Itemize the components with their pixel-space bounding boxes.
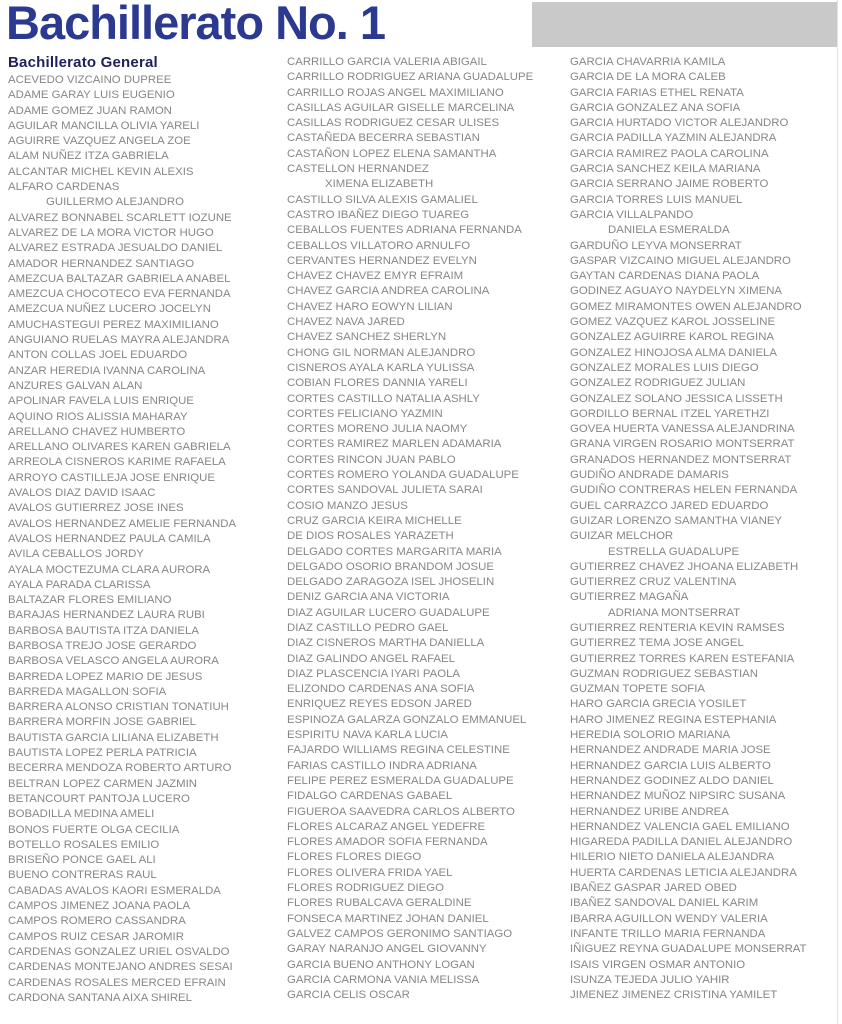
- list-item: GONZALEZ RODRIGUEZ JULIAN: [570, 377, 746, 390]
- list-item: CORTES CASTILLO NATALIA ASHLY: [287, 392, 480, 405]
- list-item: ANZAR HEREDIA IVANNA CAROLINA: [8, 364, 206, 377]
- list-item: BELTRAN LOPEZ CARMEN JAZMIN: [8, 777, 198, 790]
- list-item: ADAME GARAY LUIS EUGENIO: [8, 89, 175, 102]
- list-item: ISAIS VIRGEN OSMAR ANTONIO: [570, 958, 746, 971]
- list-item: GARCIA RAMIREZ PAOLA CAROLINA: [570, 147, 769, 160]
- list-item: GODINEZ AGUAYO NAYDELYN XIMENA: [570, 285, 783, 298]
- list-item: BARRERA MORFIN JOSE GABRIEL: [8, 716, 196, 729]
- list-item: HERNANDEZ VALENCIA GAEL EMILIANO: [570, 820, 790, 833]
- list-item: GARCIA DE LA MORA CALEB: [570, 71, 726, 84]
- list-item: GUZMAN TOPETE SOFIA: [570, 683, 706, 696]
- list-item: CAMPOS RUIZ CESAR JAROMIR: [8, 930, 184, 943]
- list-item: ALCANTAR MICHEL KEVIN ALEXIS: [8, 165, 194, 178]
- list-item: CARRILLO ROJAS ANGEL MAXIMILIANO: [287, 86, 504, 99]
- list-item: FLORES OLIVERA FRIDA YAEL: [287, 866, 453, 879]
- list-item: ARELLANO OLIVARES KAREN GABRIELA: [8, 441, 231, 454]
- list-item: CARDENAS ROSALES MERCED EFRAIN: [8, 976, 226, 989]
- list-item: AGUIRRE VAZQUEZ ANGELA ZOE: [8, 135, 191, 148]
- list-item: BARREDA LOPEZ MARIO DE JESUS: [8, 670, 203, 683]
- list-item: DE DIOS ROSALES YARAZETH: [287, 530, 454, 543]
- list-item: FAJARDO WILLIAMS REGINA CELESTINE: [287, 744, 510, 757]
- list-item: GUTIERREZ TORRES KAREN ESTEFANIA: [570, 652, 795, 665]
- names-column-3: [570, 55, 838, 1003]
- list-item: DIAZ AGUILAR LUCERO GUADALUPE: [287, 606, 490, 619]
- list-item: IBAÑEZ GASPAR JARED OBED: [570, 882, 737, 895]
- list-item: GARCIA FARIAS ETHEL RENATA: [570, 86, 744, 99]
- list-item: GORDILLO BERNAL ITZEL YARETHZI: [570, 407, 770, 420]
- list-item: AVALOS GUTIERREZ JOSE INES: [8, 502, 184, 515]
- list-item: FLORES ALCARAZ ANGEL YEDEFRE: [287, 820, 486, 833]
- list-item: BOBADILLA MEDINA AMELI: [8, 808, 155, 821]
- list-item: GARCIA PADILLA YAZMIN ALEJANDRA: [570, 132, 777, 145]
- list-item: AMEZCUA CHOCOTECO EVA FERNANDA: [8, 288, 231, 301]
- list-item: GARCIA CARMONA VANIA MELISSA: [287, 973, 480, 986]
- list-item: HERNANDEZ ANDRADE MARIA JOSE: [570, 744, 771, 757]
- list-item: BARREDA MAGALLON SOFIA: [8, 685, 167, 698]
- list-item: GUDIÑO ANDRADE DAMARIS: [570, 469, 729, 482]
- list-item: GUTIERREZ CRUZ VALENTINA: [570, 576, 737, 589]
- list-item: ANTON COLLAS JOEL EDUARDO: [8, 349, 188, 362]
- list-item: CARDENAS MONTEJANO ANDRES SESAI: [8, 961, 233, 974]
- list-item: GARCIA BUENO ANTHONY LOGAN: [287, 958, 475, 971]
- names-column-1: [8, 55, 285, 1006]
- list-item: ESTRELLA GUADALUPE: [608, 545, 740, 558]
- list-item: JIMENEZ JIMENEZ CRISTINA YAMILET: [570, 989, 778, 1002]
- list-item: BOTELLO ROSALES EMILIO: [8, 838, 160, 851]
- list-item: ACEVEDO VIZCAINO DUPREE: [8, 74, 172, 86]
- list-item: HERNANDEZ URIBE ANDREA: [570, 805, 729, 818]
- list-item: GARCIA TORRES LUIS MANUEL: [570, 193, 743, 206]
- list-item: GARCIA SERRANO JAIME ROBERTO: [570, 178, 769, 191]
- list-item: CABADAS AVALOS KAORI ESMERALDA: [8, 884, 221, 897]
- list-item: CASTELLON HERNANDEZ: [287, 163, 429, 176]
- list-item: HILERIO NIETO DANIELA ALEJANDRA: [570, 851, 775, 864]
- list-item: CHAVEZ CHAVEZ EMYR EFRAIM: [287, 270, 464, 283]
- list-item: GOMEZ VAZQUEZ KAROL JOSSELINE: [570, 316, 776, 329]
- list-item: ELIZONDO CARDENAS ANA SOFIA: [287, 683, 475, 696]
- list-item: CASTRO IBAÑEZ DIEGO TUAREG: [287, 208, 470, 221]
- list-item: ALVAREZ ESTRADA JESUALDO DANIEL: [8, 242, 223, 255]
- names-list-3: [570, 55, 838, 1003]
- list-item: AVALOS HERNANDEZ AMELIE FERNANDA: [8, 517, 237, 530]
- list-item: GUIZAR LORENZO SAMANTHA VIANEY: [570, 514, 783, 527]
- list-item: DIAZ CASTILLO PEDRO GAEL: [287, 621, 449, 634]
- list-item: APOLINAR FAVELA LUIS ENRIQUE: [8, 395, 194, 408]
- list-item: GUEL CARRAZCO JARED EDUARDO: [570, 499, 769, 512]
- list-item: GUTIERREZ RENTERIA KEVIN RAMSES: [570, 621, 785, 634]
- list-item: DIAZ GALINDO ANGEL RAFAEL: [287, 652, 455, 665]
- list-item: ISUNZA TEJEDA JULIO YAHIR: [570, 973, 730, 986]
- list-item: GUIZAR MELCHOR: [570, 530, 674, 543]
- list-item: AMEZCUA BALTAZAR GABRIELA ANABEL: [8, 272, 231, 285]
- list-item: FONSECA MARTINEZ JOHAN DANIEL: [287, 912, 489, 925]
- list-item: GARDUÑO LEYVA MONSERRAT: [570, 239, 742, 252]
- list-item: CASILLAS RODRIGUEZ CESAR ULISES: [287, 117, 500, 130]
- list-item: ESPINOZA GALARZA GONZALO EMMANUEL: [287, 713, 527, 726]
- redacted-gray-box: [532, 2, 838, 47]
- list-item: CARDENAS GONZALEZ URIEL OSVALDO: [8, 945, 230, 958]
- list-item: BALTAZAR FLORES EMILIANO: [8, 594, 172, 607]
- list-item: COSIO MANZO JESUS: [287, 499, 408, 512]
- list-item: GUTIERREZ TEMA JOSE ANGEL: [570, 637, 744, 650]
- list-item: INFANTE TRILLO MARIA FERNANDA: [570, 927, 766, 940]
- list-item: AVALOS HERNANDEZ PAULA CAMILA: [8, 532, 211, 545]
- list-item: CHAVEZ GARCIA ANDREA CAROLINA: [287, 285, 490, 298]
- list-item: FARIAS CASTILLO INDRA ADRIANA: [287, 759, 477, 772]
- list-item: ANZURES GALVAN ALAN: [8, 379, 143, 392]
- list-item: FIDALGO CARDENAS GABAEL: [287, 790, 453, 803]
- list-item: GUZMAN RODRIGUEZ SEBASTIAN: [570, 667, 758, 680]
- list-item: AMUCHASTEGUI PEREZ MAXIMILIANO: [8, 318, 219, 331]
- list-item: ALVAREZ DE LA MORA VICTOR HUGO: [8, 226, 214, 239]
- list-item: BARRERA ALONSO CRISTIAN TONATIUH: [8, 701, 229, 714]
- list-item: GARCIA CELIS OSCAR: [287, 989, 410, 1002]
- list-item: AMADOR HERNANDEZ SANTIAGO: [8, 257, 195, 270]
- list-item: BONOS FUERTE OLGA CECILIA: [8, 823, 180, 836]
- list-item: GARCIA HURTADO VICTOR ALEJANDRO: [570, 117, 789, 130]
- list-item: CARRILLO GARCIA VALERIA ABIGAIL: [287, 56, 487, 68]
- list-item: DIAZ PLASCENCIA IYARI PAOLA: [287, 667, 461, 680]
- list-item: ADAME GOMEZ JUAN RAMON: [8, 104, 172, 117]
- list-item: CRUZ GARCIA KEIRA MICHELLE: [287, 514, 462, 527]
- list-item: GAYTAN CARDENAS DIANA PAOLA: [570, 270, 760, 283]
- list-item: AYALA PARADA CLARISSA: [8, 578, 151, 591]
- list-item: BAUTISTA GARCIA LILIANA ELIZABETH: [8, 731, 219, 744]
- list-item: GARCIA SANCHEZ KEILA MARIANA: [570, 163, 761, 176]
- list-item: HIGAREDA PADILLA DANIEL ALEJANDRO: [570, 836, 793, 849]
- list-item: FLORES RODRIGUEZ DIEGO: [287, 882, 444, 895]
- list-item: IÑIGUEZ REYNA GUADALUPE MONSERRAT: [570, 943, 807, 956]
- list-item: BECERRA MENDOZA ROBERTO ARTURO: [8, 762, 232, 775]
- list-item: CHAVEZ HARO EOWYN LILIAN: [287, 300, 453, 313]
- list-item: FLORES AMADOR SOFIA FERNANDA: [287, 836, 488, 849]
- list-item: AVILA CEBALLOS JORDY: [8, 548, 144, 561]
- list-item: FLORES FLORES DIEGO: [287, 851, 422, 864]
- list-item: ARROYO CASTILLEJA JOSE ENRIQUE: [8, 471, 215, 484]
- list-item: CASTAÑEDA BECERRA SEBASTIAN: [287, 132, 480, 145]
- list-item: CHAVEZ NAVA JARED: [287, 316, 405, 329]
- list-item: HARO JIMENEZ REGINA ESTEPHANIA: [570, 713, 777, 726]
- list-item: GONZALEZ SOLANO JESSICA LISSETH: [570, 392, 783, 405]
- list-item: GARCIA GONZALEZ ANA SOFIA: [570, 101, 741, 114]
- list-item: AVALOS DIAZ DAVID ISAAC: [8, 487, 156, 500]
- list-item: HERNANDEZ MUÑOZ NIPSIRC SUSANA: [570, 790, 786, 803]
- list-item: HERNANDEZ GARCIA LUIS ALBERTO: [570, 759, 771, 772]
- list-item: CAMPOS ROMERO CASSANDRA: [8, 915, 186, 928]
- list-item: AMEZCUA NUÑEZ LUCERO JOCELYN: [8, 303, 211, 316]
- list-item: BAUTISTA LOPEZ PERLA PATRICIA: [8, 747, 197, 760]
- list-item: ENRIQUEZ REYES EDSON JARED: [287, 698, 472, 711]
- list-item: FIGUEROA SAAVEDRA CARLOS ALBERTO: [287, 805, 515, 818]
- list-item: CORTES RAMIREZ MARLEN ADAMARIA: [287, 438, 502, 451]
- list-item: DENIZ GARCIA ANA VICTORIA: [287, 591, 450, 604]
- list-item: DIAZ CISNEROS MARTHA DANIELLA: [287, 637, 485, 650]
- list-item: DANIELA ESMERALDA: [608, 224, 730, 237]
- list-item: FELIPE PEREZ ESMERALDA GUADALUPE: [287, 774, 514, 787]
- list-item: BARBOSA VELASCO ANGELA AURORA: [8, 655, 219, 668]
- list-item: ADRIANA MONTSERRAT: [608, 606, 741, 619]
- list-item: GALVEZ CAMPOS GERONIMO SANTIAGO: [287, 927, 513, 940]
- list-item: CASILLAS AGUILAR GISELLE MARCELINA: [287, 101, 515, 114]
- list-item: GARCIA CHAVARRIA KAMILA: [570, 56, 726, 68]
- list-item: GONZALEZ AGUIRRE KAROL REGINA: [570, 331, 775, 344]
- list-item: CERVANTES HERNANDEZ EVELYN: [287, 254, 477, 267]
- list-item: GARAY NARANJO ANGEL GIOVANNY: [287, 943, 487, 956]
- names-list-1: [8, 73, 285, 1006]
- page-title: Bachillerato No. 1: [6, 0, 385, 49]
- list-item: GOVEA HUERTA VANESSA ALEJANDRINA: [570, 423, 795, 436]
- list-item: ESPIRITU NAVA KARLA LUCIA: [287, 729, 448, 742]
- list-item: GONZALEZ MORALES LUIS DIEGO: [570, 361, 759, 374]
- list-item: CARDONA SANTANA AIXA SHIREL: [8, 991, 192, 1004]
- list-item: HUERTA CARDENAS LETICIA ALEJANDRA: [570, 866, 797, 879]
- list-item: CORTES MORENO JULIA NAOMY: [287, 423, 468, 436]
- list-item: CORTES RINCON JUAN PABLO: [287, 453, 456, 466]
- list-item: AYALA MOCTEZUMA CLARA AURORA: [8, 563, 211, 576]
- list-item: CHONG GIL NORMAN ALEJANDRO: [287, 346, 476, 359]
- list-item: GONZALEZ HINOJOSA ALMA DANIELA: [570, 346, 777, 359]
- names-list-2: [287, 55, 568, 1003]
- list-item: ARREOLA CISNEROS KARIME RAFAELA: [8, 456, 226, 469]
- list-item: DELGADO ZARAGOZA ISEL JHOSELIN: [287, 576, 495, 589]
- list-item: BUENO CONTRERAS RAUL: [8, 869, 157, 882]
- list-item: CORTES FELICIANO YAZMIN: [287, 407, 443, 420]
- list-item: GUDIÑO CONTRERAS HELEN FERNANDA: [570, 484, 798, 497]
- list-item: CASTAÑON LOPEZ ELENA SAMANTHA: [287, 147, 497, 160]
- list-item: ALVAREZ BONNABEL SCARLETT IOZUNE: [8, 211, 232, 224]
- list-item: ALAM NUÑEZ ITZA GABRIELA: [8, 150, 169, 163]
- list-item: GARCIA VILLALPANDO: [570, 208, 694, 221]
- list-item: GUILLERMO ALEJANDRO: [46, 196, 184, 209]
- list-item: BARBOSA TREJO JOSE GERARDO: [8, 639, 197, 652]
- list-item: GRANA VIRGEN ROSARIO MONTSERRAT: [570, 438, 795, 451]
- section-header: Bachillerato General: [8, 54, 158, 71]
- list-item: IBARRA AGUILLON WENDY VALERIA: [570, 912, 768, 925]
- list-item: FLORES RUBALCAVA GERALDINE: [287, 897, 472, 910]
- list-item: DELGADO CORTES MARGARITA MARIA: [287, 545, 502, 558]
- list-item: BARAJAS HERNANDEZ LAURA RUBI: [8, 609, 205, 622]
- list-item: CASTILLO SILVA ALEXIS GAMALIEL: [287, 193, 478, 206]
- list-item: BETANCOURT PANTOJA LUCERO: [8, 792, 190, 805]
- list-item: BARBOSA BAUTISTA ITZA DANIELA: [8, 624, 199, 637]
- list-item: ANGUIANO RUELAS MAYRA ALEJANDRA: [8, 334, 230, 347]
- list-item: DELGADO OSORIO BRANDOM JOSUE: [287, 560, 494, 573]
- list-item: AGUILAR MANCILLA OLIVIA YARELI: [8, 119, 200, 132]
- names-column-2: [287, 55, 568, 1003]
- list-item: ARELLANO CHAVEZ HUMBERTO: [8, 425, 186, 438]
- list-item: CORTES SANDOVAL JULIETA SARAI: [287, 484, 483, 497]
- list-item: GUTIERREZ CHAVEZ JHOANA ELIZABETH: [570, 560, 799, 573]
- list-item: IBAÑEZ SANDOVAL DANIEL KARIM: [570, 897, 759, 910]
- list-item: HERNANDEZ GODINEZ ALDO DANIEL: [570, 774, 774, 787]
- list-item: CHAVEZ SANCHEZ SHERLYN: [287, 331, 447, 344]
- list-item: CISNEROS AYALA KARLA YULISSA: [287, 361, 475, 374]
- list-item: GASPAR VIZCAINO MIGUEL ALEJANDRO: [570, 254, 791, 267]
- list-item: HARO GARCIA GRECIA YOSILET: [570, 698, 747, 711]
- list-item: CAMPOS JIMENEZ JOANA PAOLA: [8, 900, 191, 913]
- list-item: ALFARO CARDENAS: [8, 181, 120, 194]
- list-item: COBIAN FLORES DANNIA YARELI: [287, 377, 468, 390]
- list-item: BRISEÑO PONCE GAEL ALI: [8, 854, 156, 867]
- list-item: CARRILLO RODRIGUEZ ARIANA GUADALUPE: [287, 71, 534, 84]
- list-item: CORTES ROMERO YOLANDA GUADALUPE: [287, 469, 519, 482]
- list-item: GUTIERREZ MAGAÑA: [570, 591, 689, 604]
- list-item: CEBALLOS FUENTES ADRIANA FERNANDA: [287, 224, 522, 237]
- list-item: XIMENA ELIZABETH: [325, 178, 434, 191]
- list-item: GRANADOS HERNANDEZ MONTSERRAT: [570, 453, 792, 466]
- list-item: HEREDIA SOLORIO MARIANA: [570, 729, 731, 742]
- list-item: AQUINO RIOS ALISSIA MAHARAY: [8, 410, 188, 423]
- list-item: CEBALLOS VILLATORO ARNULFO: [287, 239, 471, 252]
- list-item: GOMEZ MIRAMONTES OWEN ALEJANDRO: [570, 300, 802, 313]
